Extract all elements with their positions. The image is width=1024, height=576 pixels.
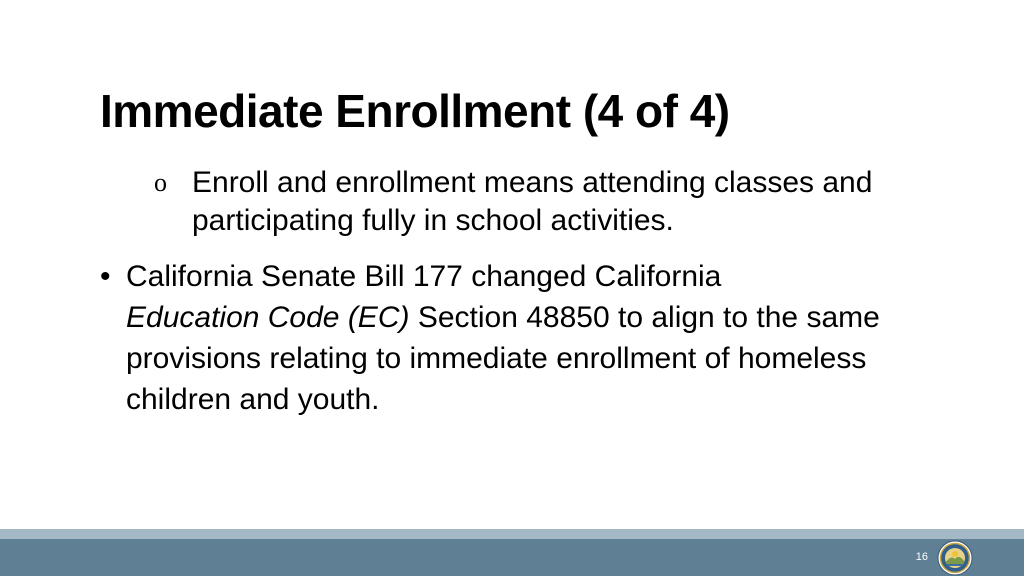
state-seal-icon <box>937 540 973 576</box>
main-bullet-text-start: California Senate Bill 177 changed California <box>126 260 722 293</box>
sub-bullet-marker: o <box>154 168 167 197</box>
bullet-marker: • <box>100 260 111 293</box>
main-bullet-text <box>126 256 920 420</box>
main-bullet-text-end: Section 48850 to align to the same provisions relating to immediate enrollment of homeless children and youth. <box>126 301 880 416</box>
main-bullet-item <box>100 256 920 420</box>
page-number: 16 <box>915 551 928 563</box>
footer-bar <box>0 539 1024 576</box>
slide-title: Immediate Enrollment (4 of 4) <box>100 85 730 137</box>
sub-bullet-text: Enroll and enrollment means attending classes and participating fully in school activities. <box>192 166 873 237</box>
footer-strip <box>0 529 1024 539</box>
sub-bullet-item <box>154 164 934 240</box>
education-code-italic: Education Code (EC) <box>126 301 410 334</box>
